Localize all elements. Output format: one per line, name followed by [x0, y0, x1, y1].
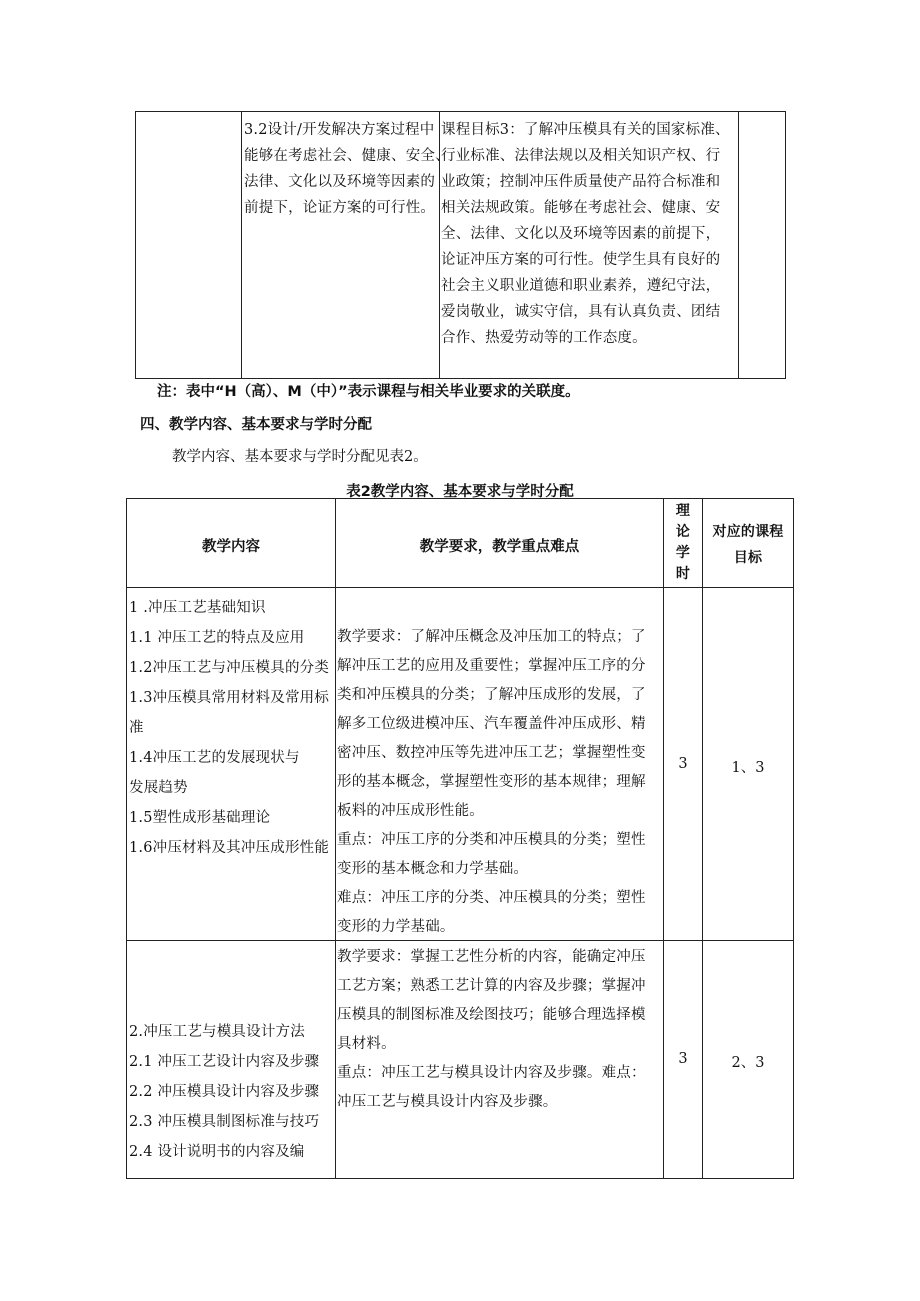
- text-line: 1.6冲压材料及其冲压成形性能: [129, 840, 330, 856]
- row2-objectives: 2、3: [702, 940, 794, 1179]
- text-line: 冲压工艺与模具设计内容及步骤。: [337, 1094, 558, 1110]
- text-lines: [337, 943, 646, 1117]
- table1-cell-empty-right: [738, 111, 786, 379]
- text-line: 2.4 设计说明书的内容及编: [129, 1144, 305, 1160]
- text-line: 2.2 冲压模具设计内容及步骤: [129, 1084, 320, 1100]
- text-line: 合作、热爱劳动等的工作态度。: [441, 330, 647, 346]
- text-line: 业政策；控制冲压件质量使产品符合标准和: [441, 174, 721, 190]
- text-line: 社会主义职业道德和职业素养，遵纪守法，: [441, 278, 721, 294]
- text-line: 发展趋势: [129, 780, 188, 796]
- text-line: 1.2冲压工艺与冲压模具的分类: [129, 660, 330, 676]
- text-lines: [129, 593, 329, 863]
- text-lines: [129, 1017, 319, 1167]
- text-line: 1.5塑性成形基础理论: [129, 810, 271, 826]
- text-line: 课程目标3：了解冲压模具有关的国家标准、: [441, 122, 730, 138]
- text-line: 2.3 冲压模具制图标准与技巧: [129, 1114, 320, 1130]
- row1-requirements: [335, 587, 664, 941]
- text-line: 全、法律、文化以及环境等因素的前提下，: [441, 226, 721, 242]
- text-line: 教学要求：掌握工艺性分析的内容，能确定冲压: [337, 949, 646, 965]
- row1-content: [126, 587, 336, 941]
- text-line: 解多工位级进模冲压、汽车覆盖件冲压成形、精: [337, 716, 646, 732]
- text-line: 教学要求：了解冲压概念及冲压加工的特点；了: [337, 629, 646, 645]
- text-line: 工艺方案；熟悉工艺计算的内容及步骤；掌握冲: [337, 978, 646, 994]
- text-line: 1.1 冲压工艺的特点及应用: [129, 630, 305, 646]
- text-line: 论: [675, 524, 691, 540]
- text-line: 解冲压工艺的应用及重要性；掌握冲压工序的分: [337, 658, 646, 674]
- header-objectives: [702, 498, 794, 588]
- text-line: 形的基本概念，掌握塑性变形的基本规律；理解: [337, 774, 646, 790]
- text-line: 法律、文化以及环境等因素的: [244, 174, 436, 190]
- text-line: 理: [675, 503, 691, 519]
- text-line: 能够在考虑社会、健康、安全、: [244, 148, 450, 164]
- text-line: 时: [675, 566, 691, 582]
- text-line: 3.2设计/开发解决方案过程中: [244, 122, 435, 138]
- text-line: 2.冲压工艺与模具设计方法: [129, 1024, 305, 1040]
- text-line: 对应的课程: [712, 524, 784, 540]
- text-line: 目标: [733, 550, 763, 566]
- text-line: 1.3冲压模具常用材料及常用标: [129, 690, 330, 706]
- text-line: 难点：冲压工序的分类、冲压模具的分类；塑性: [337, 890, 646, 906]
- row2-requirements: [335, 940, 664, 1179]
- table-note: 注：表中“H（高）、M（中）”表示课程与相关毕业要求的关联度。: [157, 384, 580, 400]
- text-line: 准: [129, 720, 144, 736]
- text-line: 变形的基本概念和力学基础。: [337, 861, 529, 877]
- table1-cell-empty-left: [135, 111, 242, 379]
- header-content: 教学内容: [126, 498, 336, 588]
- table2-caption: 表2教学内容、基本要求与学时分配: [346, 484, 574, 500]
- text-line: 论证冲压方案的可行性。使学生具有良好的: [441, 252, 721, 268]
- header-hours: [663, 498, 703, 588]
- body-paragraph: 教学内容、基本要求与学时分配见表2。: [172, 449, 428, 465]
- section-heading: 四、教学内容、基本要求与学时分配: [140, 417, 372, 433]
- text-line: 行业标准、法律法规以及相关知识产权、行: [441, 148, 721, 164]
- header-requirements: 教学要求，教学重点难点: [335, 498, 664, 588]
- text-line: 密冲压、数控冲压等先进冲压工艺；掌握塑性变: [337, 745, 646, 761]
- text-line: 1 .冲压工艺基础知识: [129, 600, 266, 616]
- table1-cell-requirement: [241, 111, 450, 379]
- text-lines: [441, 117, 730, 351]
- table1-cell-objective: [439, 111, 739, 379]
- text-line: 2.1 冲压工艺设计内容及步骤: [129, 1054, 320, 1070]
- text-line: 相关法规政策。能够在考虑社会、健康、安: [441, 200, 721, 216]
- text-line: 压模具的制图标准及绘图技巧；能够合理选择模: [337, 1007, 646, 1023]
- text-line: 变形的力学基础。: [337, 919, 455, 935]
- text-line: 前提下，论证方案的可行性。: [244, 200, 436, 216]
- text-line: 爱岗敬业，诚实守信，具有认真负责、团结: [441, 304, 721, 320]
- text-line: 类和冲压模具的分类；了解冲压成形的发展，了: [337, 687, 646, 703]
- text-lines: [244, 117, 450, 221]
- row2-content: [126, 940, 336, 1179]
- text-line: 学: [675, 545, 691, 561]
- text-lines: [337, 623, 646, 942]
- text-line: 具材料。: [337, 1036, 396, 1052]
- text-lines: [703, 519, 793, 571]
- row2-hours: 3: [663, 940, 703, 1179]
- text-line: 板料的冲压成形性能。: [337, 803, 484, 819]
- row1-objectives: 1、3: [702, 587, 794, 941]
- text-line: 重点：冲压工序的分类和冲压模具的分类；塑性: [337, 832, 646, 848]
- text-line: 重点：冲压工艺与模具设计内容及步骤。难点：: [337, 1065, 646, 1081]
- row1-hours: 3: [663, 587, 703, 941]
- text-line: 1.4冲压工艺的发展现状与: [129, 750, 300, 766]
- text-lines: [664, 501, 702, 585]
